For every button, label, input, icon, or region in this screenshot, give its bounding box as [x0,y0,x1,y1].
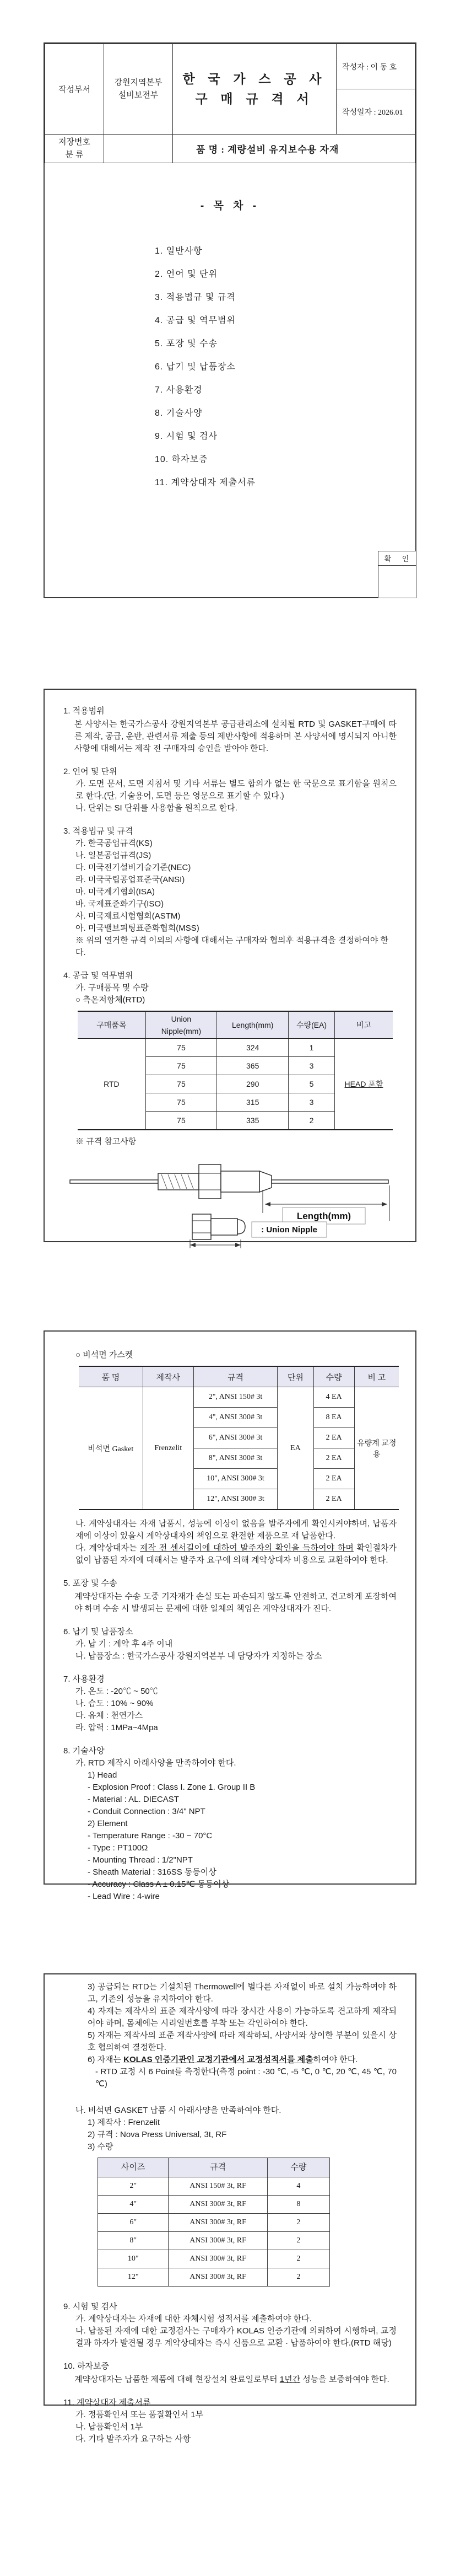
confirm-label: 확 인 [378,551,416,566]
list-item: 바. 국제표준화기구(ISO) [75,899,164,909]
cell-qty: 2 [267,2268,329,2287]
cell-size: 12" [98,2268,169,2287]
spec-reference-note: ※ 규격 참고사항 [75,1137,137,1146]
rtd-col-nipple-line2: Nipple(mm) [161,1027,202,1035]
gasket-col-unit: 단위 [278,1366,313,1387]
dept-value [104,44,173,135]
list-item: 나. 습도 : 10% ~ 90% [75,1699,154,1708]
table-row [98,2250,330,2268]
size-col-qty: 수량 [267,2158,329,2177]
cell-length: 324 [217,1039,289,1057]
section-7-title: 7. 사용환경 [63,1675,105,1684]
rtd-probe-diagram [67,1151,397,1249]
list-item: 다. 미국전기설비기술기준(NEC) [75,863,191,872]
cell-nipple: 75 [145,1093,217,1112]
list-item: 나. 납품확인서 1부 [75,2422,143,2432]
list-item: 라. 압력 : 1MPa~4Mpa [75,1723,158,1732]
cell-length: 335 [217,1112,289,1130]
probe-sheath-rod [272,1180,388,1183]
list-item: - Lead Wire : 4-wire [88,1892,160,1901]
list-item [75,1542,397,1566]
cell-spec: ANSI 300# 3t, RF [169,2232,267,2250]
table-row [78,1039,393,1057]
size-table [98,2158,330,2287]
gasket-remark: 유량계 교정용 [354,1387,399,1510]
probe-left-rod [70,1180,158,1183]
toc-item: 3. 적용법규 및 규격 [155,293,236,302]
list-item: 나. 납품장소 : 한국가스공사 강원지역본부 내 담당자가 지정하는 장소 [75,1651,322,1661]
cell-spec: ANSI 300# 3t, RF [169,2268,267,2287]
section-1-body: 본 사양서는 한국가스공사 강원지역본부 공급관리소에 설치될 RTD 및 GASKET구매에 따른 제작, 공급, 운반, 관련서류 제출 등의 제반사항에 적용하며 본 사양서에 명시되지 아니한 사항에 대해서는 제작 전 구매자의 승인을 받아야 한다. [74,720,397,753]
cell-qty: 2 [267,2250,329,2268]
table-row [79,1387,399,1408]
item6-suffix: 하여야 한다. [313,2055,358,2064]
cell-length: 365 [217,1057,289,1075]
list-item: - Mounting Thread : 1/2"NPT [88,1855,193,1865]
list-item: 가. RTD 제작시 아래사양을 만족하여야 한다. [75,1758,236,1768]
union-nipple-label: : Union Nipple [261,1225,317,1235]
rtd-col-nipple [145,1011,217,1039]
list-item: 가. 납 기 : 계약 후 4주 이내 [75,1639,173,1649]
gasket-name: 비석면 Gasket [79,1387,143,1510]
gasket-col-maker: 제작사 [143,1366,193,1387]
list-item: - Explosion Proof : Class I. Zone 1. Group II B [88,1783,256,1792]
toc [155,240,415,495]
rtd-drawing [67,1151,397,1253]
section-10-body [74,2374,397,2386]
probe-taper [259,1171,272,1192]
section-3-title: 3. 적용법규 및 규격 [63,827,133,836]
warranty-period: 1년간 [279,2375,301,2384]
cell-qty: 3 [289,1093,335,1112]
item-name: 품 명 : 계량설비 유지보수용 자재 [173,135,415,163]
toc-item: 9. 시험 및 검사 [155,432,218,441]
cell-spec: 2", ANSI 150# 3t [193,1387,277,1408]
section-6-title: 6. 납기 및 납품장소 [63,1627,133,1636]
list-item: - Temperature Range : -30 ~ 70°C [88,1831,213,1840]
storage-value-cell [104,135,173,163]
cell-spec: 12", ANSI 300# 3t [193,1489,277,1510]
dept-value-line1: 강원지역본부 [114,78,162,87]
list-item: 다. 유체 : 천연가스 [75,1711,143,1720]
toc-item: 7. 사용환경 [155,385,203,395]
size-col-size: 사이즈 [98,2158,169,2177]
list-item: 3) 수량 [88,2142,113,2151]
probe-body [221,1171,259,1192]
dept-value-line2: 설비보전부 [118,90,159,100]
section-5-body: 계약상대자는 수송 도중 기자재가 손실 또는 파손되지 않도록 안전하고, 견고하게 포장하여야 하며 수송 시 발생되는 문제에 대한 일체의 책임은 계약상대자가 진다. [74,1592,397,1613]
list-item: 다. 기타 발주자가 요구하는 사항 [75,2434,191,2444]
list-item: 3) 공급되는 RTD는 기설치된 Thermowell에 별다른 자재없이 바로 설치 가능하여야 하고, 기존의 성능을 유지하여야 한다. [88,1982,397,2004]
cell-size: 2" [98,2177,169,2196]
cell-length: 315 [217,1093,289,1112]
toc-item: 4. 공급 및 역무범위 [155,316,236,325]
list-item: 2) Element [88,1819,128,1828]
cell-qty: 4 [267,2177,329,2196]
section-10-title: 10. 하자보증 [63,2362,109,2371]
list-item: - Material : AL. DIECAST [88,1795,179,1804]
cell-spec: 4", ANSI 300# 3t [193,1408,277,1428]
cell-nipple: 75 [145,1075,217,1093]
warranty-prefix: 계약상대자는 납품한 제품에 대해 현장설치 완료일로부터 [74,2375,280,2384]
list-item: 나. 단위는 SI 단위를 사용함을 원칙으로 한다. [75,803,237,813]
list-item: 나. 계약상대자는 자재 납품시, 성능에 이상이 없음을 발주자에게 확인시켜야하며, 납품자재에 이상이 있을시 계약상대자의 책임으로 완전한 제품으로 재 납품한다. [75,1519,397,1541]
list-item: 가. 한국공업규격(KS) [75,839,153,848]
gasket-maker: Frenzelit [143,1387,193,1510]
section-1-title: 1. 적용범위 [63,706,105,716]
list-item: 가. 계약상대자는 자재에 대한 자체시험 성적서를 제출하여야 한다. [75,2314,312,2323]
toc-item: 1. 일반사항 [155,246,203,256]
doc-header-table [45,44,415,163]
toc-item: 5. 포장 및 수송 [155,339,218,348]
page-3 [44,1330,416,1901]
da-suffix: 확인절차가 없이 납품된 자재에 대해서는 발주자 요구에 의해 계약상대자 비용으로 교환하여야 한다. [75,1543,397,1565]
storage-label-line2: 분 류 [65,150,84,159]
list-item: 2) 규격 : Nova Press Universal, 3t, RF [88,2130,227,2139]
section-3-note: ※ 위의 열거한 규격 이외의 사항에 대해서는 구매자와 협의후 적용규격을 결정하여야 한다. [75,936,388,957]
nipple-hex [192,1214,211,1239]
cell-spec: ANSI 300# 3t, RF [169,2250,267,2268]
list-item: 마. 미국계기협회(ISA) [75,887,155,897]
toc-title: - 목 차 - [200,200,260,212]
cell-qty: 2 [267,2214,329,2232]
cell-size: 6" [98,2214,169,2232]
nipple-cap [237,1220,245,1234]
probe-hex-union [199,1164,221,1199]
rtd-table [78,1011,393,1130]
cell-spec: ANSI 300# 3t, RF [169,2196,267,2214]
section-9-title: 9. 시험 및 검사 [63,2302,117,2311]
date-field: 작성일자 : 2026.01 [337,89,415,135]
list-item: 5) 자재는 제작사의 표준 제작사양에 따라 제작하되, 사양서와 상이한 부분이 있을시 상호 협의하여 결정한다. [88,2031,397,2052]
rtd-remark-text: HEAD 포함 [344,1080,383,1088]
gasket-col-spec: 규격 [193,1366,277,1387]
page-2 [44,689,416,1242]
section-2-title: 2. 언어 및 단위 [63,767,117,776]
gasket-col-name: 품 명 [79,1366,143,1387]
gasket-spec-title: 나. 비석면 GASKET 납품 시 아래사양을 만족하여야 한다. [75,2106,281,2115]
cell-size: 10" [98,2250,169,2268]
section-5-title: 5. 포장 및 수송 [63,1579,117,1588]
list-item: 나. 납품된 자재에 대한 교정검사는 구매자가 KOLAS 인증기관에 의뢰하여 시행하며, 교정결과 하자가 발견될 경우 계약상대자는 즉시 신품으로 교환 · 납품하여야 한다.(RTD 해당) [75,2326,397,2348]
list-item: - Conduit Connection : 3/4" NPT [88,1807,205,1816]
cell-spec: 6", ANSI 300# 3t [193,1428,277,1448]
cell-size: 8" [98,2232,169,2250]
list-item: 가. 정품확인서 또는 품질확인서 1부 [75,2410,204,2419]
table-row [98,2268,330,2287]
storage-label [45,135,104,163]
dept-label: 작성부서 [45,44,104,135]
toc-item: 10. 하자보증 [155,455,208,464]
cell-qty: 4 EA [313,1387,354,1408]
warranty-suffix: 성능을 보증하여야 한다. [300,2375,389,2384]
list-item: 아. 미국밸브피팅표준화협회(MSS) [75,924,199,933]
cell-qty: 5 [289,1075,335,1093]
cell-qty: 1 [289,1039,335,1057]
cell-qty: 8 [267,2196,329,2214]
author-field: 작성자 : 이 동 호 [337,44,415,89]
table-row [98,2214,330,2232]
toc-item: 6. 납기 및 납품장소 [155,362,236,372]
section-11-title: 11. 계약상대자 제출서류 [63,2398,151,2407]
list-item: 4) 자재는 제작사의 표준 제작사양에 따라 장시간 사용이 가능하도록 견고하게 제작되어야 하며, 몸체에는 시리얼번호를 부착 또는 각인하여야 한다. [88,2006,397,2028]
list-item: 1) 제작사 : Frenzelit [88,2118,160,2127]
doc-title-line1: 한 국 가 스 공 사 [182,72,327,86]
rtd-item-name: RTD [78,1039,145,1130]
cell-spec: 8", ANSI 300# 3t [193,1448,277,1469]
cell-size: 4" [98,2196,169,2214]
list-item: 1) Head [88,1770,117,1780]
cell-qty: 3 [289,1057,335,1075]
storage-label-line1: 저장번호 [58,138,90,147]
rtd-list-label: ○ 측온저항체(RTD) [75,995,145,1005]
rtd-col-remark: 비고 [334,1011,393,1039]
cell-length: 290 [217,1075,289,1093]
item6-underlined-text: KOLAS 인증기관인 교정기관에서 교정성적서를 제출 [123,2055,313,2064]
list-item: 가. 도면 문서, 도면 지침서 및 기타 서류는 별도 합의가 없는 한 국문으로 표기함을 원칙으로 한다.(단, 기술용어, 도면 등은 영문으로 표기할 수 있다.) [75,779,397,801]
cell-qty: 8 EA [313,1408,354,1428]
cell-spec: ANSI 300# 3t, RF [169,2214,267,2232]
table-row [98,2177,330,2196]
cell-qty: 2 EA [313,1489,354,1510]
size-col-spec: 규격 [169,2158,267,2177]
list-item: 라. 미국국립공업표준국(ANSI) [75,875,185,884]
page-1 [44,42,416,598]
cell-nipple: 75 [145,1039,217,1057]
list-item [88,2054,397,2066]
cell-nipple: 75 [145,1057,217,1075]
cell-spec: 10", ANSI 300# 3t [193,1469,277,1489]
cell-qty: 2 [267,2232,329,2250]
list-item: 사. 미국재료시험협회(ASTM) [75,911,181,921]
toc-item: 2. 언어 및 단위 [155,270,218,279]
section-4-title: 4. 공급 및 역무범위 [63,971,133,980]
page-4 [44,1973,416,2444]
rtd-remark [334,1039,393,1130]
rtd-col-qty: 수량(EA) [289,1011,335,1039]
doc-title-line2: 구 매 규 격 서 [195,92,314,106]
rtd-col-length: Length(mm) [217,1011,289,1039]
toc-item: 11. 계약상대자 제출서류 [155,478,256,487]
item6-prefix: 6) 자재는 [88,2055,124,2064]
gasket-col-remark: 비 고 [354,1366,399,1387]
length-dimension-label: Length(mm) [296,1211,351,1221]
toc-item: 8. 기술사양 [155,409,203,418]
list-item: - Accuracy : Class A ± 0.15℃ 동등이상 [88,1880,230,1889]
da-underlined-text: 제작 전 센서길이에 대하여 발주자의 확인을 득하여야 하며 [140,1543,354,1553]
cell-qty: 2 [289,1112,335,1130]
gasket-unit: EA [278,1387,313,1510]
cell-spec: ANSI 150# 3t, RF [169,2177,267,2196]
cell-nipple: 75 [145,1112,217,1130]
list-item: - Type : PT100Ω [88,1843,148,1853]
gasket-table [79,1366,399,1510]
section-8-title: 8. 기술사양 [63,1746,105,1756]
cell-qty: 2 EA [313,1448,354,1469]
table-row [98,2232,330,2250]
list-item: - Sheath Material : 316SS 동등이상 [88,1867,216,1877]
gasket-list-label: ○ 비석면 가스켓 [75,1350,133,1360]
rtd-col-nipple-line1: Union [171,1015,192,1023]
nipple-stub [211,1219,237,1235]
doc-title [173,44,337,135]
rtd-col-item: 구매품목 [78,1011,145,1039]
gasket-col-qty: 수량 [313,1366,354,1387]
cell-qty: 2 EA [313,1428,354,1448]
confirm-box [378,551,416,598]
list-item: - RTD 교정 시 6 Point를 측정한다(측정 point : -30 ℃, -5 ℃, 0 ℃, 20 ℃, 45 ℃, 70 ℃) [95,2067,397,2089]
list-item: 나. 일본공업규격(JS) [75,851,151,860]
da-prefix: 다. 계약상대자는 [75,1543,140,1553]
list-item: 가. 온도 : -20℃ ~ 50℃ [75,1687,158,1696]
table-row [98,2196,330,2214]
cell-qty: 2 EA [313,1469,354,1489]
section-4-sub: 가. 구매품목 및 수량 [75,983,149,992]
